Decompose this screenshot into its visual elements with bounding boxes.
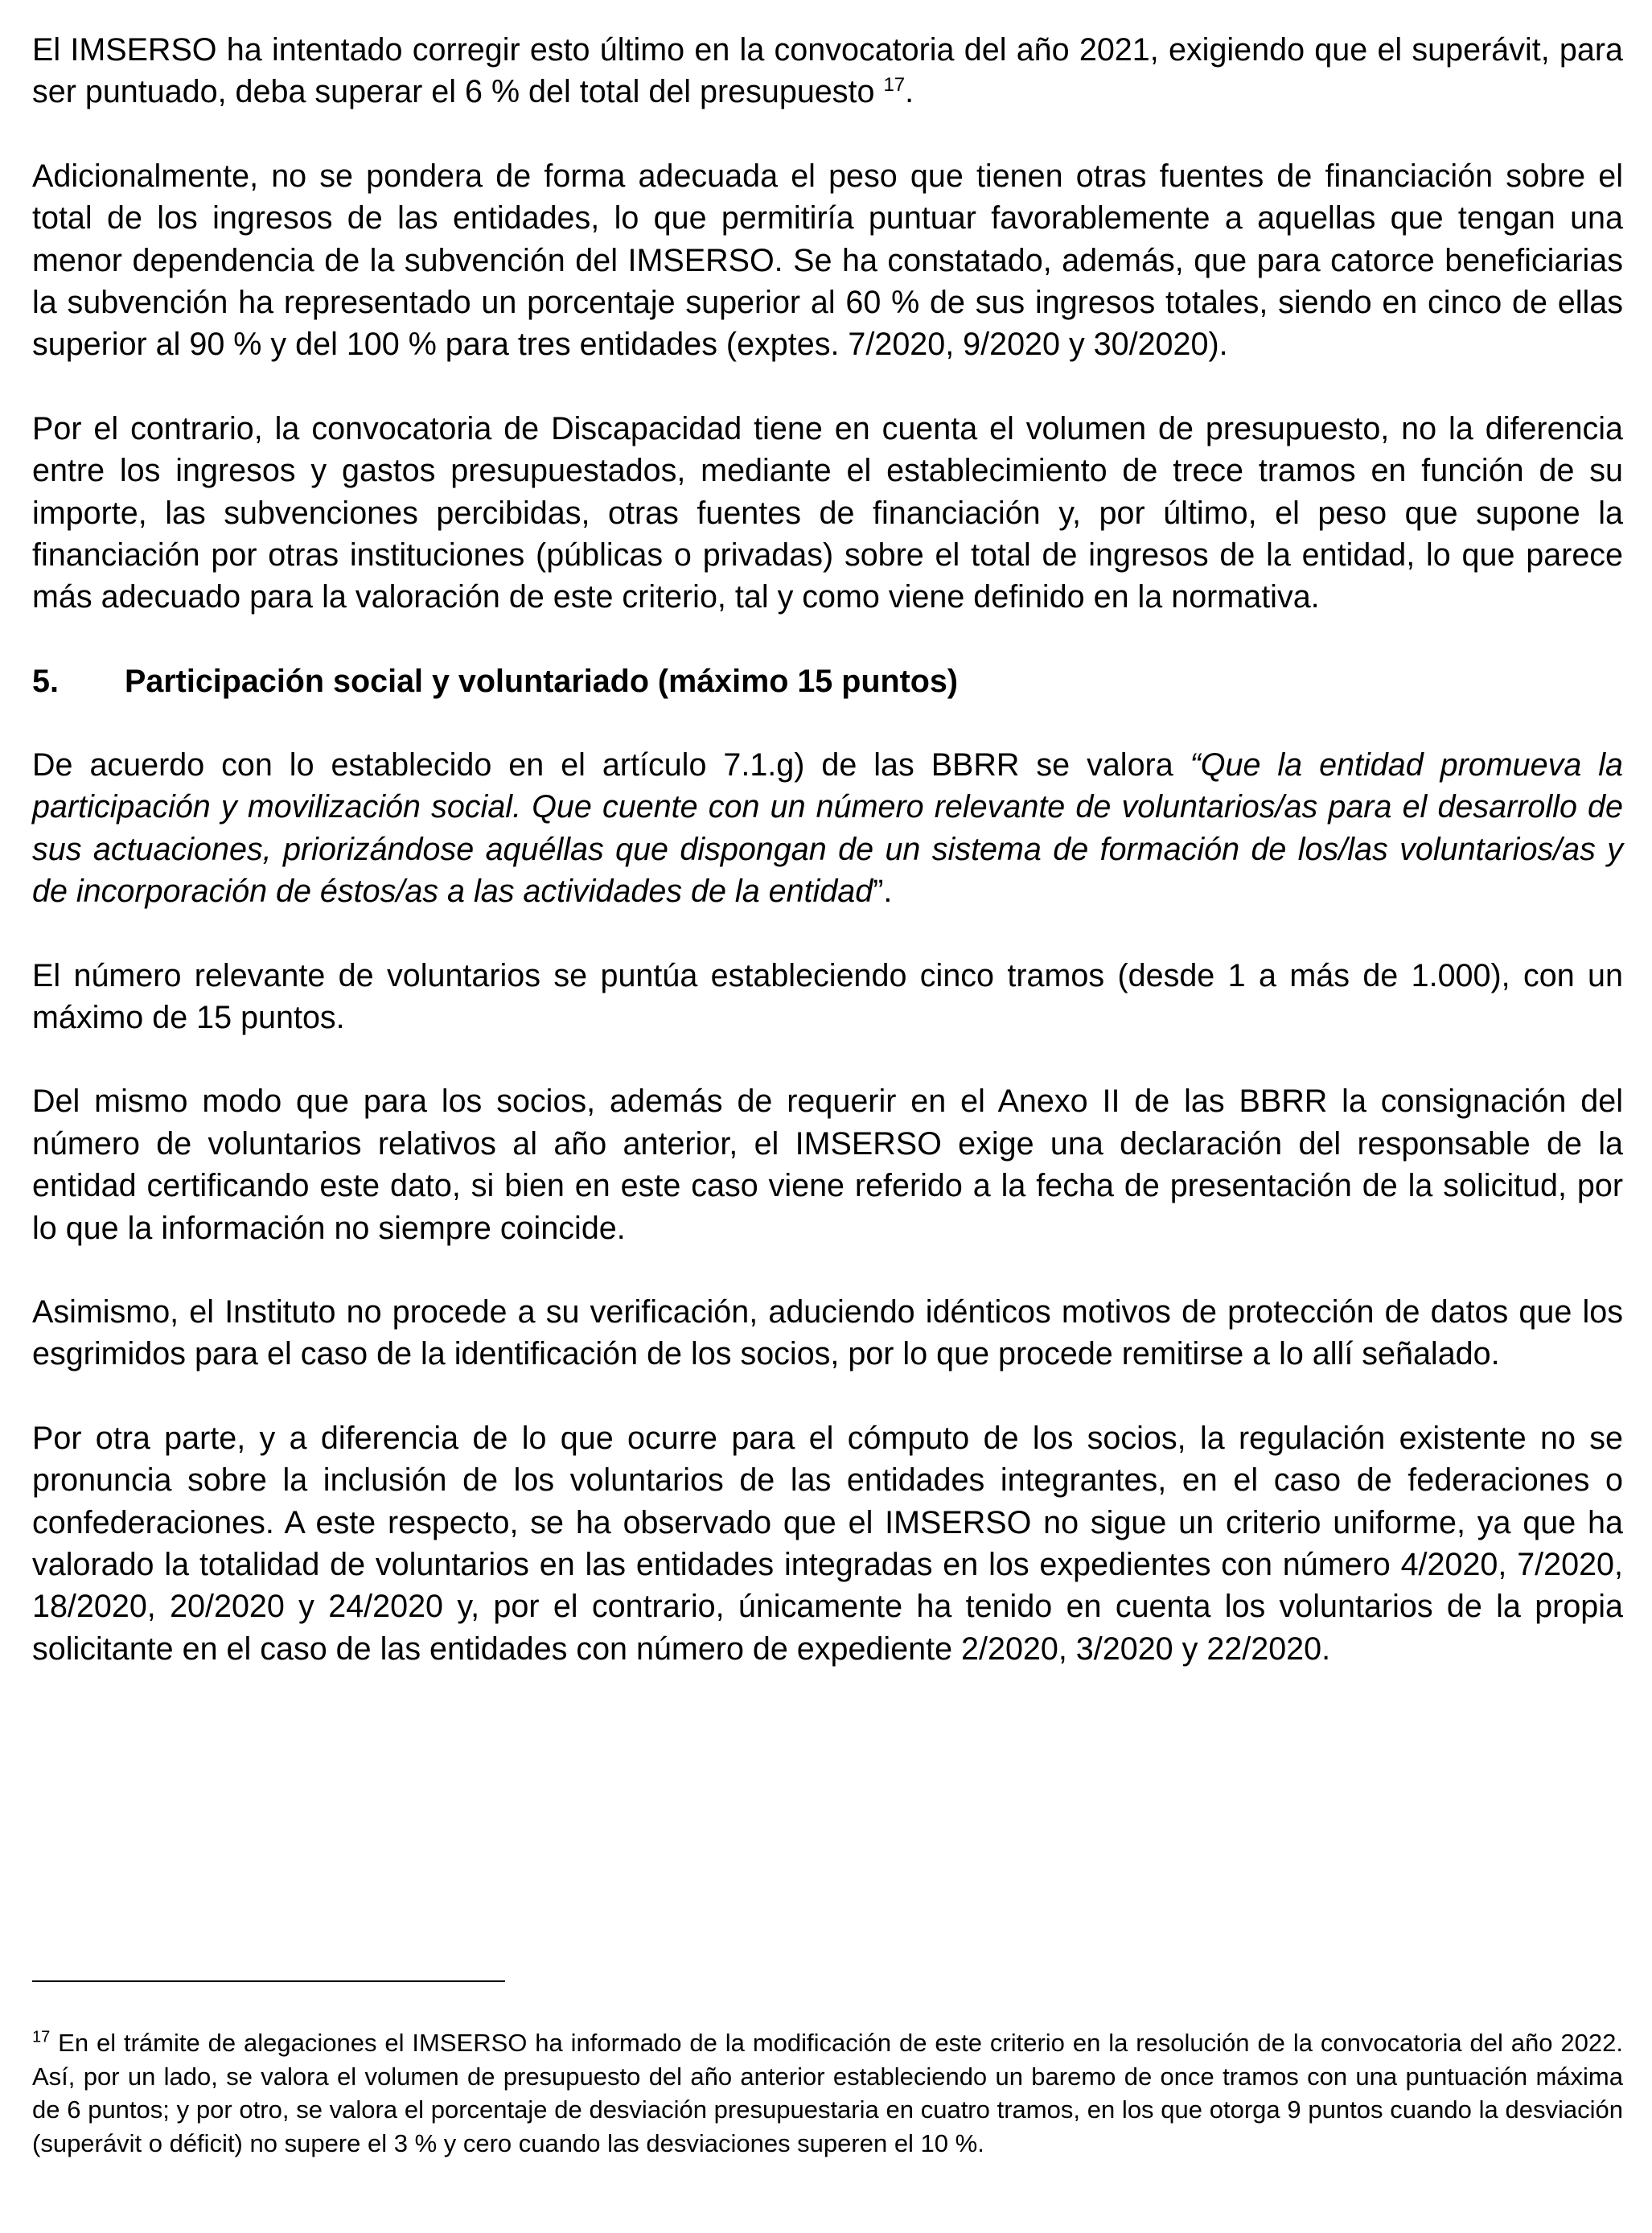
footnote	[32, 2026, 1623, 2160]
section-heading	[32, 660, 1623, 702]
footnote-separator	[32, 1980, 505, 1982]
section-number: 5.	[32, 663, 59, 699]
paragraph-declaracion: Del mismo modo que para los socios, además de requerir en el Anexo II de las BBRR la consignación del número de voluntarios relativos al año anterior, el IMSERSO exige una declaración del responsable de la entidad certificando este dato, si bien en este caso viene referido a la fecha de presentación de la solicitud, por lo que la información no siempre coincide.	[32, 1084, 1623, 1246]
paragraph-discapacidad: Por el contrario, la convocatoria de Discapacidad tiene en cuenta el volumen de presupuesto, no la diferencia entre los ingresos y gastos presupuestados, mediante el establecimiento de trece tramos en función de su importe, las subvenciones percibidas, otras fuentes de financiación y, por último, el peso que supone la financiación por otras instituciones (públicas o privadas) sobre el total de ingresos de la entidad, lo que parece más adecuado para la valoración de este criterio, tal y como viene definido en la normativa.	[32, 410, 1623, 615]
paragraph-federaciones: Por otra parte, y a diferencia de lo que ocurre para el cómputo de los socios, la regulación existente no se pronuncia sobre la inclusión de los voluntarios de las entidades integrantes, en el caso de federaciones o confederaciones. A este respecto, se ha observado que el IMSERSO no sigue un criterio uniforme, ya que ha valorado la totalidad de voluntarios en las entidades integradas en los expedientes con número 4/2020, 7/2020, 18/2020, 20/2020 y 24/2020 y, por el contrario, únicamente ha tenido en cuenta los voluntarios de la propia solicitante en el caso de las entidades con número de expediente 2/2020, 3/2020 y 22/2020.	[32, 1420, 1623, 1667]
paragraph-superavit: El IMSERSO ha intentado corregir esto último en la convocatoria del año 2021, exigiendo que el superávit, para ser puntuado, deba superar el 6 % del total del presupuesto $^{17}$.	[32, 32, 1623, 110]
paragraph-financiacion: Adicionalmente, no se pondera de forma adecuada el peso que tienen otras fuentes de financiación sobre el total de los ingresos de las entidades, lo que permitiría puntuar favorablemente a aquellas que tengan una menor dependencia de la subvención del IMSERSO. Se ha constatado, además, que para catorce beneficiarias la subvención ha representado un porcentaje superior al 60 % de sus ingresos totales, siendo en cinco de ellas superior al 90 % y del 100 % para tres entidades (exptes. 7/2020, 9/2020 y 30/2020).	[32, 158, 1623, 363]
paragraph-articulo: De acuerdo con lo establecido en el artículo 7.1.g) de las BBRR se valora “Que la entidad promueva la participación y movilización social. Que cuente con un número relevante de voluntarios/as para el desarrollo de sus actuaciones, priorizándose aquéllas que dispongan de un sistema de formación de los/las voluntarios/as y de incorporación de éstos/as a las actividades de la entidad”.	[32, 746, 1623, 910]
document-body	[32, 29, 1623, 1712]
footnote-text: En el trámite de alegaciones el IMSERSO ha informado de la modificación de este criterio en la resolución de la convocatoria del año 2022. Así, por un lado, se valora el volumen de presupuesto del año anterior estableciendo un baremo de once tramos con una puntuación máxima de 6 puntos; y por otro, se valora el porcentaje de desviación presupuestaria en cuatro tramos, en los que otorga 9 puntos cuando la desviación (superávit o déficit) no supere el 3 % y cero cuando las desviaciones superen el 10 %.	[32, 2029, 1623, 2157]
paragraph-tramos: El número relevante de voluntarios se puntúa estableciendo cinco tramos (desde 1 a más de 1.000), con un máximo de 15 puntos.	[32, 957, 1623, 1035]
footnote-number: 17	[32, 2028, 51, 2046]
section-title: Participación social y voluntariado (máximo 15 puntos)	[125, 663, 959, 699]
quoted-regulation: “Que la entidad promueva la participación y movilización social. Que cuente con un número relevante de voluntarios/as para el desarrollo de sus actuaciones, priorizándose aquéllas que dispongan de un sistema de formación de los/las voluntarios/as y de incorporación de éstos/as a las actividades de la entidad	[32, 746, 1623, 910]
paragraph-verificacion: Asimismo, el Instituto no procede a su verificación, aduciendo idénticos motivos de protección de datos que los esgrimidos para el caso de la identificación de los socios, por lo que procede remitirse a lo allí señalado.	[32, 1293, 1623, 1372]
footnote-ref[interactable]: 17	[883, 74, 906, 97]
